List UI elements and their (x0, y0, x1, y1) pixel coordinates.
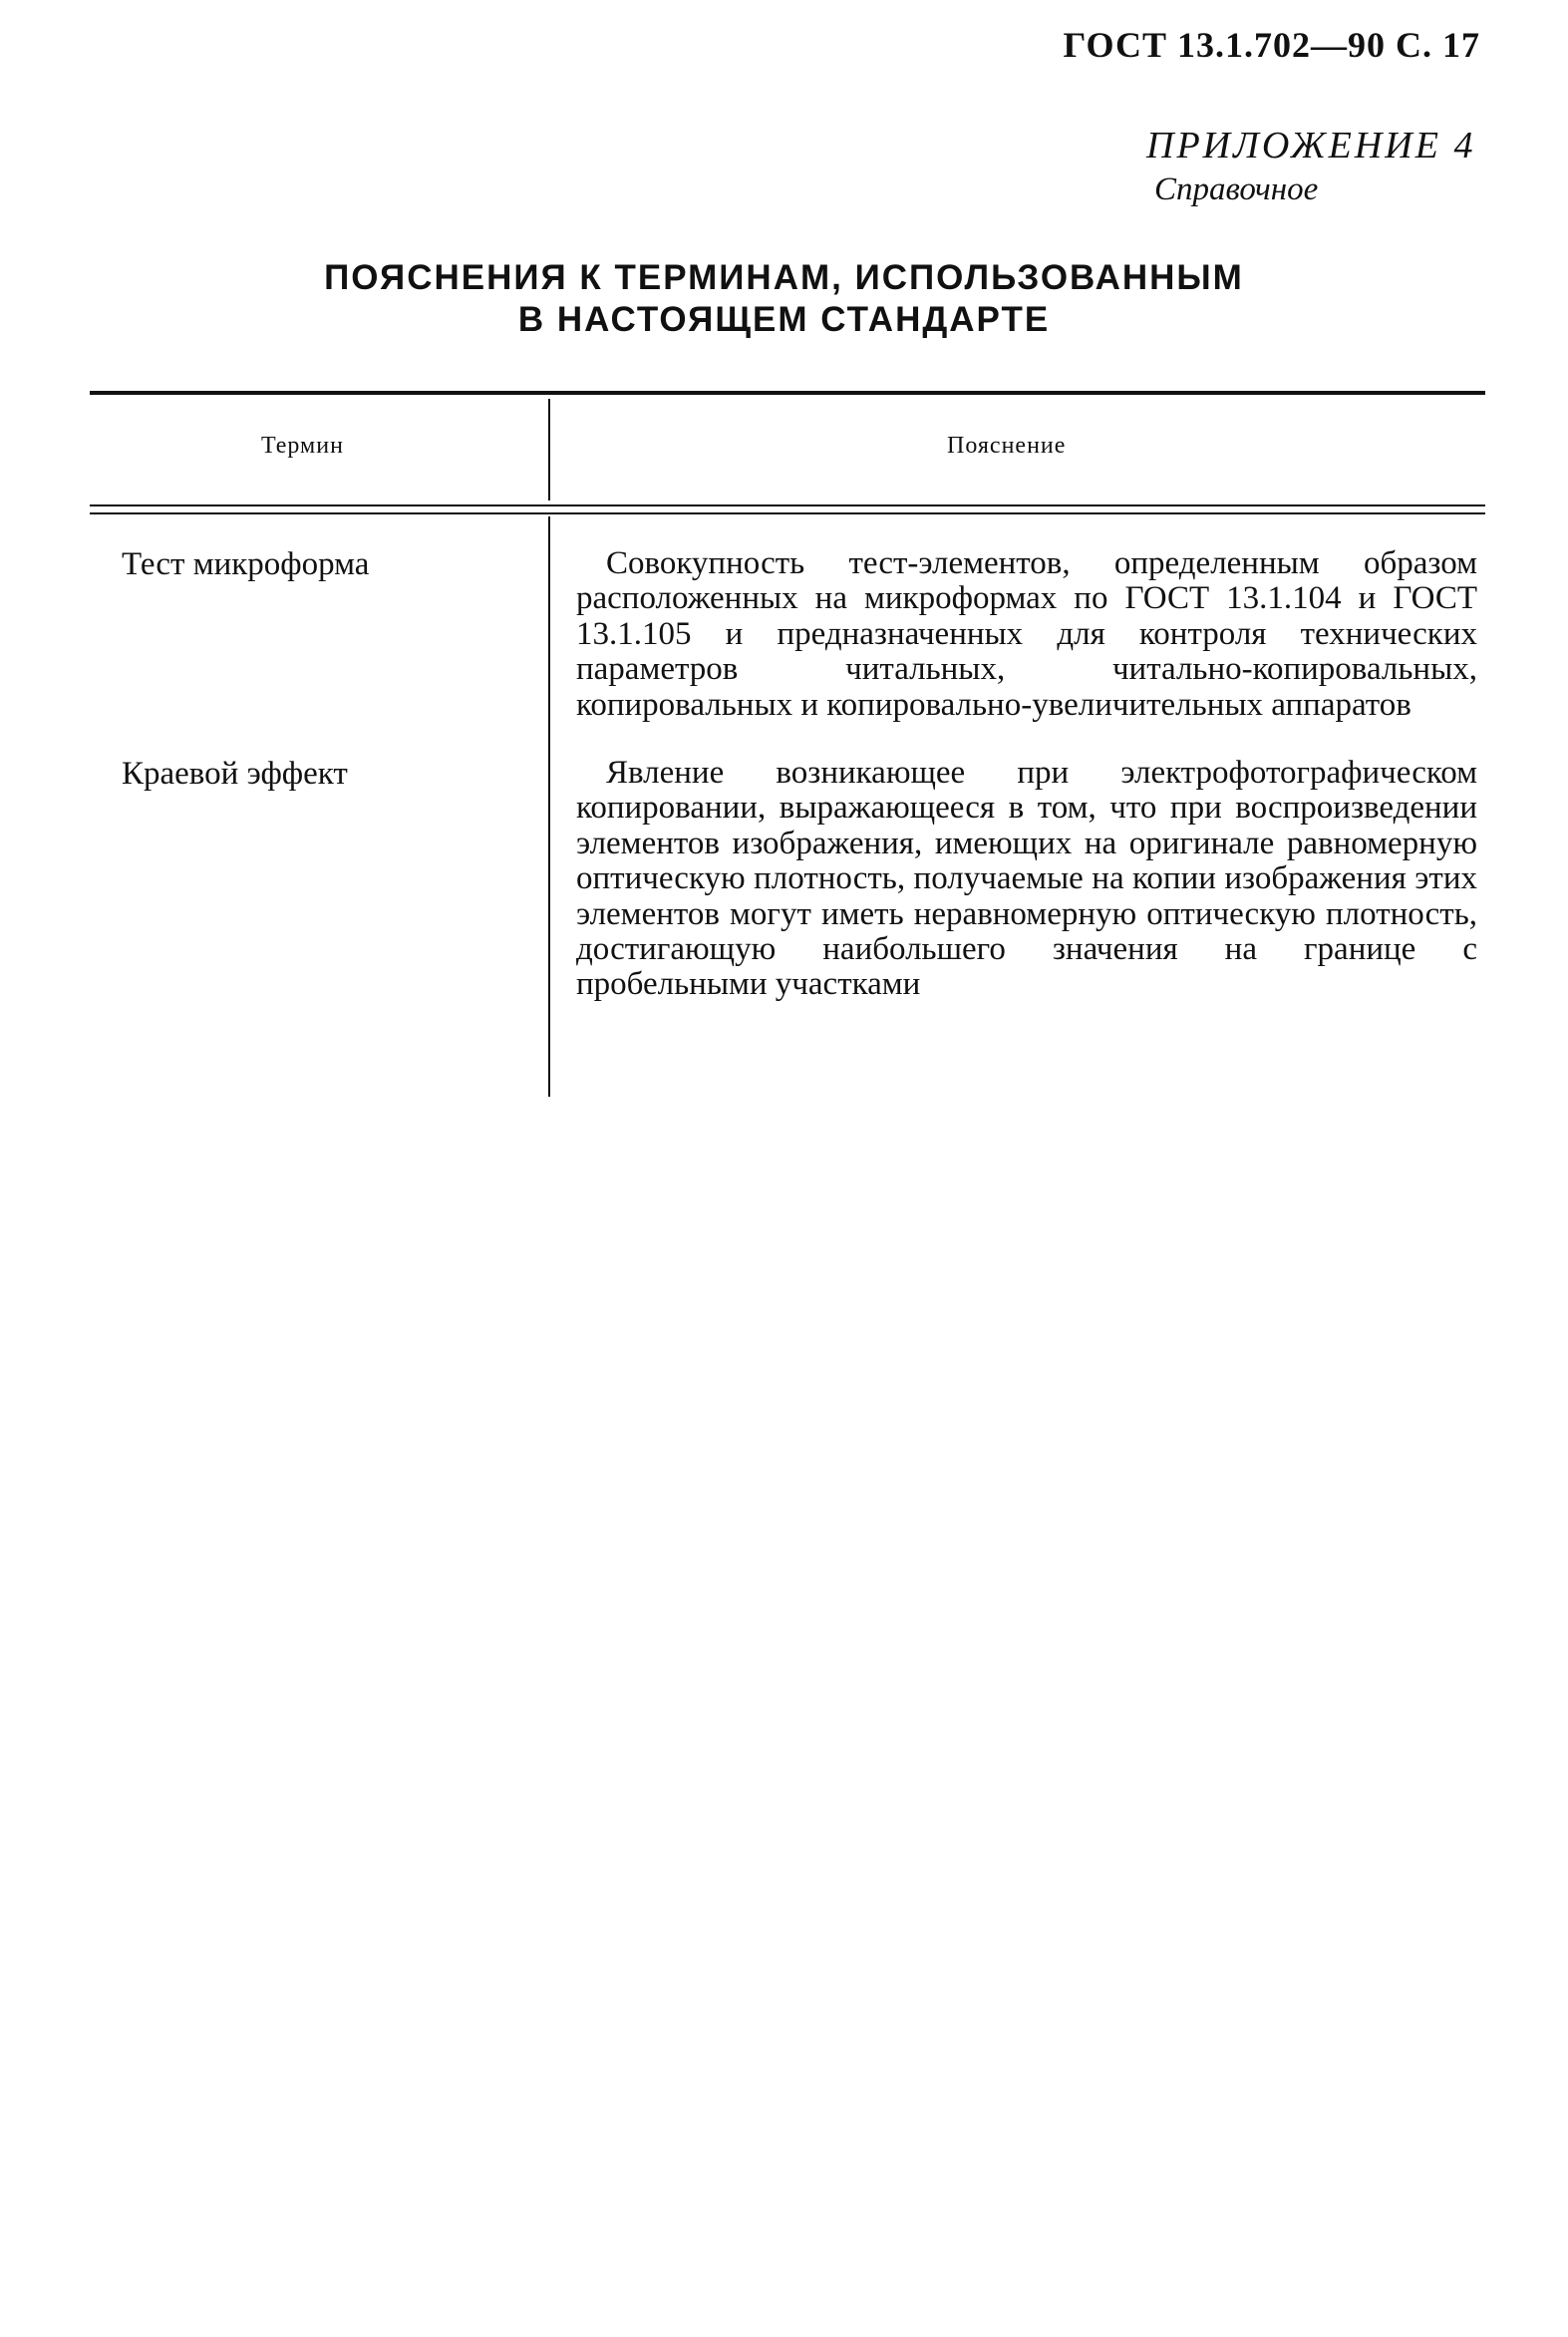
title-line-2: В НАСТОЯЩЕМ СТАНДАРТЕ (517, 300, 1051, 339)
row-explanation: Совокупность тест-элементов, определенным образом расположенных на микроформах по ГОСТ 13.1.104 и ГОСТ 13.1.105 и предназначенных для контроля технических параметров читальных, читально-копировальных, копировальных и копировально-увеличительных аппаратов (576, 545, 1477, 723)
column-header-explanation: Пояснение (947, 433, 1067, 459)
header-column-divider (548, 399, 550, 501)
appendix-label: ПРИЛОЖЕНИЕ 4 (1146, 125, 1476, 167)
table-top-rule (90, 391, 1485, 395)
appendix-type: Справочное (1154, 171, 1319, 207)
row-term: Тест микроформа (122, 546, 370, 582)
header-bottom-rule-double (90, 512, 1485, 514)
body-column-divider (548, 516, 550, 1097)
header-bottom-rule (90, 504, 1485, 506)
title-line-1: ПОЯСНЕНИЯ К ТЕРМИНАМ, ИСПОЛЬЗОВАННЫМ (324, 258, 1244, 297)
document-title (0, 257, 1568, 341)
row-explanation: Явление возникающее при электрофотографическом копировании, выражающееся в том, что при воспроизведении элементов изображения, имеющих на оригинале равномерную оптическую плотность, получаемые на копии изображения этих элементов могут иметь неравномерную оптическую плотность, достигающую наибольшего значения на границе с пробельными участками (576, 755, 1477, 1003)
column-header-term: Термин (261, 433, 344, 459)
row-term: Краевой эффект (122, 756, 348, 792)
page-header: ГОСТ 13.1.702—90 С. 17 (1063, 25, 1480, 65)
